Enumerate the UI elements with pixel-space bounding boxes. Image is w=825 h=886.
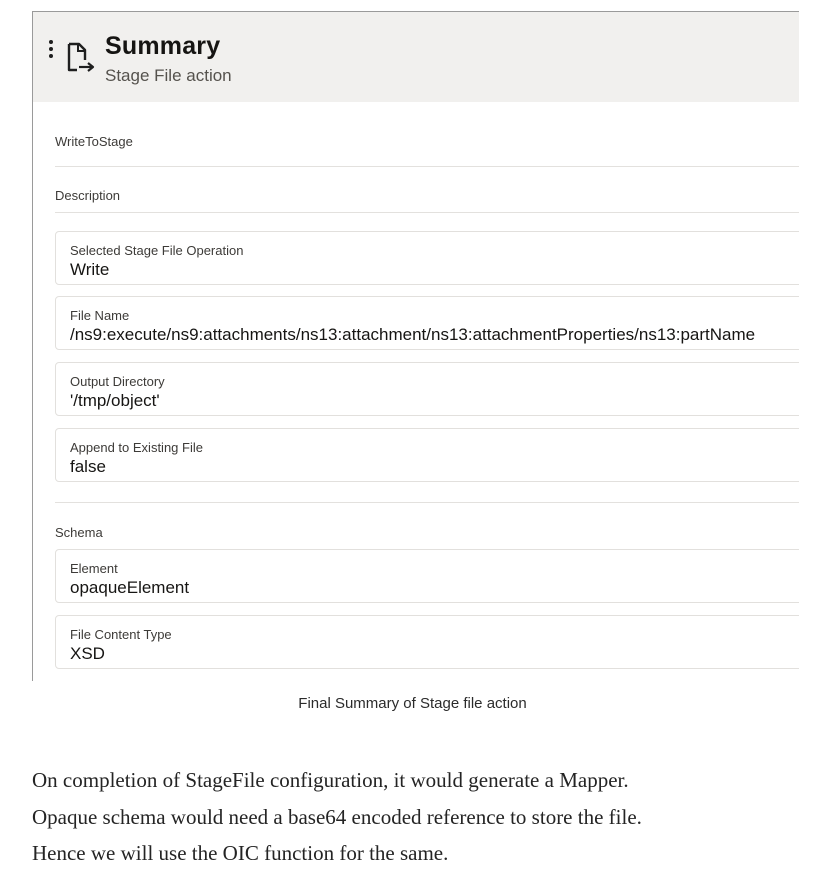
summary-header bbox=[33, 12, 799, 102]
stage-file-summary-screenshot bbox=[32, 11, 799, 681]
selected-operation-card bbox=[55, 231, 799, 285]
card-label: Append to Existing File bbox=[70, 440, 203, 455]
card-value: '/tmp/object' bbox=[70, 391, 160, 410]
more-vertical-icon[interactable] bbox=[49, 40, 53, 60]
schema-element-card bbox=[55, 549, 799, 603]
paragraph-line: On completion of StageFile configuration, it would generate a Mapper. bbox=[32, 768, 629, 792]
output-directory-card bbox=[55, 362, 799, 416]
card-label: File Name bbox=[70, 308, 130, 323]
card-value: XSD bbox=[70, 644, 105, 663]
figure-caption: Final Summary of Stage file action bbox=[298, 695, 527, 712]
file-content-type-card bbox=[55, 615, 799, 669]
file-name-card bbox=[55, 296, 799, 350]
description-label: Description bbox=[55, 188, 121, 203]
paragraph-line: Hence we will use the OIC function for the same. bbox=[32, 841, 449, 865]
card-label: Element bbox=[70, 561, 118, 576]
divider bbox=[55, 502, 799, 503]
card-value: false bbox=[70, 457, 106, 476]
card-value: Write bbox=[70, 260, 110, 279]
card-value: /ns9:execute/ns9:attachments/ns13:attachment/ns13:attachmentProperties/ns13:partName bbox=[70, 325, 756, 344]
action-name: WriteToStage bbox=[55, 134, 133, 149]
page-subtitle: Stage File action bbox=[105, 66, 232, 85]
append-file-card bbox=[55, 428, 799, 482]
card-value: opaqueElement bbox=[70, 578, 190, 597]
card-label: Output Directory bbox=[70, 374, 165, 389]
divider bbox=[55, 212, 799, 213]
paragraph-line: Opaque schema would need a base64 encoded reference to store the file. bbox=[32, 804, 642, 829]
page-title: Summary bbox=[105, 32, 221, 60]
stage-file-icon bbox=[63, 40, 97, 76]
schema-label: Schema bbox=[55, 525, 103, 540]
divider bbox=[55, 166, 799, 167]
article-paragraph bbox=[32, 762, 812, 872]
card-label: Selected Stage File Operation bbox=[70, 243, 244, 258]
card-label: File Content Type bbox=[70, 627, 172, 642]
